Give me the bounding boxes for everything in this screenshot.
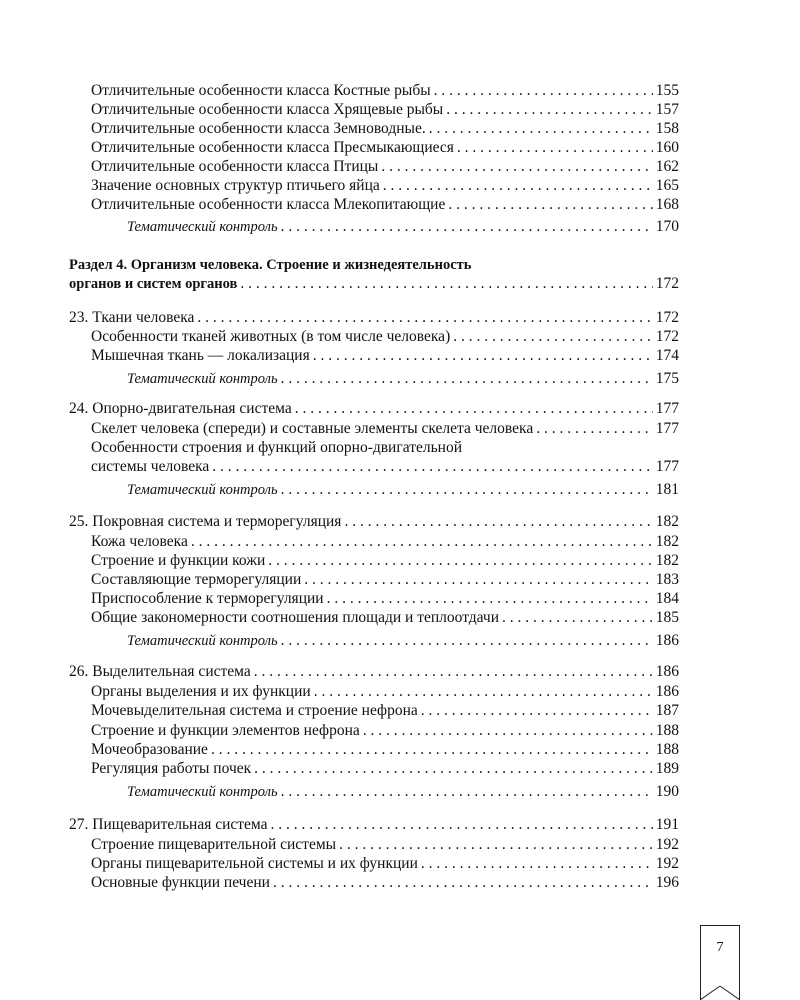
toc-entry-title: Строение пищеварительной системы xyxy=(91,836,337,853)
toc-entry xyxy=(91,853,679,873)
toc-entry-title: Составляющие терморегуляции xyxy=(91,571,302,588)
dot-leader xyxy=(304,571,652,589)
toc-entry xyxy=(91,569,679,589)
toc-entry-title: 24. Опорно-двигательная система xyxy=(69,400,292,417)
dot-leader xyxy=(271,816,653,834)
toc-entry xyxy=(91,99,679,119)
toc-entry-title: 26. Выделительная система xyxy=(69,663,251,680)
toc-entry-page: 177 xyxy=(655,400,679,417)
toc-entry-title: Регуляция работы почек xyxy=(91,760,252,777)
toc-entry-title: Особенности тканей животных (в том числе человека) xyxy=(91,328,451,345)
toc-entry-title: Мочевыделительная система и строение нефрона xyxy=(91,702,418,719)
dot-leader xyxy=(191,533,653,551)
toc-entry xyxy=(91,437,462,457)
toc-entry xyxy=(91,872,679,892)
toc-entry xyxy=(91,194,679,214)
dot-leader xyxy=(421,855,653,873)
toc-entry-title: 25. Покровная система и терморегуляция xyxy=(69,513,342,530)
toc-entry-title: Основные функции печени xyxy=(91,874,270,891)
toc-entry-page: 181 xyxy=(655,481,679,498)
toc-entry-title: Общие закономерности соотношения площади и теплоотдачи xyxy=(91,609,500,626)
toc-chapter-entry xyxy=(69,307,679,327)
toc-entry-page: 192 xyxy=(655,836,679,853)
toc-entry-page: 175 xyxy=(655,370,679,387)
dot-leader xyxy=(536,420,653,438)
toc-entry-page: 187 xyxy=(655,702,679,719)
toc-entry xyxy=(91,345,679,365)
toc-entry-title: системы человека xyxy=(91,458,210,475)
dot-leader xyxy=(314,683,653,701)
toc-entry-page: 184 xyxy=(655,590,679,607)
toc-entry-title: 23. Ткани человека xyxy=(69,309,195,326)
toc-entry-title: Строение и функции кожи xyxy=(91,552,266,569)
page-number: 7 xyxy=(716,940,724,955)
toc-entry xyxy=(91,834,679,854)
toc-entry xyxy=(91,326,679,346)
toc-entry-title: Отличительные особенности класса Хрящевые рыбы xyxy=(91,101,444,118)
toc-entry-title: органов и систем органов xyxy=(69,276,238,292)
toc-entry-title: Мышечная ткань — локализация xyxy=(91,347,310,364)
toc-entry-title: Тематический контроль xyxy=(127,482,278,498)
dot-leader xyxy=(197,309,652,327)
dot-leader xyxy=(212,458,653,476)
toc-entry-title: Отличительные особенности класса Земноводные. xyxy=(91,120,426,137)
toc-entry xyxy=(91,588,679,608)
toc-entry-page: 196 xyxy=(655,874,679,891)
dot-leader xyxy=(383,177,653,195)
toc-control-entry xyxy=(127,479,679,499)
toc-entry-page: 182 xyxy=(655,513,679,530)
toc-entry-title: Особенности строения и функций опорно-двигательной xyxy=(91,439,462,456)
toc-entry xyxy=(91,739,679,759)
dot-leader xyxy=(281,218,653,236)
toc-chapter-entry xyxy=(69,814,679,834)
toc-entry xyxy=(91,531,679,551)
toc-entry-page: 177 xyxy=(655,458,679,475)
toc-chapter-entry xyxy=(69,254,471,274)
dot-leader xyxy=(344,513,652,531)
toc-entry-title: Тематический контроль xyxy=(127,219,278,235)
toc-entry-page: 168 xyxy=(655,196,679,213)
dot-leader xyxy=(446,101,653,119)
dot-leader xyxy=(211,741,653,759)
dot-leader xyxy=(254,663,653,681)
toc-entry-page: 182 xyxy=(655,533,679,550)
toc-entry-title: 27. Пищеварительная система xyxy=(69,816,268,833)
toc-entry-page: 158 xyxy=(655,120,679,137)
toc-entry-page: 188 xyxy=(655,722,679,739)
dot-leader xyxy=(273,874,653,892)
toc-entry-page: 172 xyxy=(655,328,679,345)
dot-leader xyxy=(313,347,653,365)
dot-leader xyxy=(457,139,653,157)
toc-entry-page: 186 xyxy=(655,632,679,649)
toc-entry-title: Раздел 4. Организм человека. Строение и жизнедеятельность xyxy=(69,257,472,273)
toc-chapter-entry xyxy=(69,661,679,681)
toc-control-entry xyxy=(127,368,679,388)
toc-entry-page: 188 xyxy=(655,741,679,758)
dot-leader xyxy=(327,590,653,608)
toc-entry-page: 192 xyxy=(655,855,679,872)
toc-entry xyxy=(91,550,679,570)
dot-leader xyxy=(429,120,653,138)
toc-entry xyxy=(91,720,679,740)
toc-entry-page: 186 xyxy=(655,683,679,700)
toc-entry-title: Тематический контроль xyxy=(127,371,278,387)
toc-entry-title: Тематический контроль xyxy=(127,784,278,800)
dot-leader xyxy=(295,400,653,418)
toc-entry-page: 177 xyxy=(655,420,679,437)
toc-entry-page: 160 xyxy=(655,139,679,156)
toc-entry xyxy=(91,607,679,627)
toc-entry-page: 186 xyxy=(655,663,679,680)
toc-entry-page: 165 xyxy=(655,177,679,194)
page-number-tab xyxy=(700,925,740,1000)
toc-entry xyxy=(91,118,679,138)
toc-chapter-entry xyxy=(69,273,679,293)
toc-entry-title: Тематический контроль xyxy=(127,633,278,649)
toc-entry-page: 155 xyxy=(655,82,679,99)
dot-leader xyxy=(453,328,653,346)
dot-leader xyxy=(281,632,653,650)
toc-entry-page: 162 xyxy=(655,158,679,175)
toc-chapter-entry xyxy=(69,511,679,531)
toc-entry-page: 190 xyxy=(655,783,679,800)
toc-entry xyxy=(91,758,679,778)
toc-entry-page: 183 xyxy=(655,571,679,588)
toc-entry-title: Отличительные особенности класса Млекопитающие xyxy=(91,196,446,213)
toc-entry-page: 174 xyxy=(655,347,679,364)
toc-entry xyxy=(91,156,679,176)
toc-entry-title: Кожа человека xyxy=(91,533,188,550)
page-tab-notch xyxy=(700,986,740,1000)
toc-entry-title: Отличительные особенности класса Птицы xyxy=(91,158,379,175)
dot-leader xyxy=(421,702,653,720)
toc-entry-page: 189 xyxy=(655,760,679,777)
dot-leader xyxy=(448,196,652,214)
toc-control-entry xyxy=(127,781,679,801)
toc-entry-page: 172 xyxy=(655,275,679,292)
toc-entry-title: Органы выделения и их функции xyxy=(91,683,311,700)
toc-entry-title: Строение и функции элементов нефрона xyxy=(91,722,360,739)
dot-leader xyxy=(281,783,653,801)
toc-entry-page: 185 xyxy=(655,609,679,626)
toc-entry xyxy=(91,175,679,195)
toc-entry-title: Приспособление к терморегуляции xyxy=(91,590,324,607)
toc-entry xyxy=(91,681,679,701)
toc-entry-title: Отличительные особенности класса Костные рыбы xyxy=(91,82,431,99)
toc-entry-page: 182 xyxy=(655,552,679,569)
dot-leader xyxy=(381,158,652,176)
toc-control-entry xyxy=(127,216,679,236)
toc-entry-page: 170 xyxy=(655,218,679,235)
dot-leader xyxy=(339,836,653,854)
toc-entry-title: Значение основных структур птичьего яйца xyxy=(91,177,380,194)
toc-entry xyxy=(91,137,679,157)
dot-leader xyxy=(502,609,653,627)
dot-leader xyxy=(281,481,653,499)
toc-chapter-entry xyxy=(69,398,679,418)
toc-entry xyxy=(91,80,679,100)
dot-leader xyxy=(240,275,652,293)
dot-leader xyxy=(281,370,653,388)
toc-control-entry xyxy=(127,630,679,650)
toc-entry-title: Мочеобразование xyxy=(91,741,208,758)
toc-entry-title: Скелет человека (спереди) и составные элементы скелета человека xyxy=(91,420,534,437)
toc-entry-title: Органы пищеварительной системы и их функции xyxy=(91,855,418,872)
toc-entry xyxy=(91,418,679,438)
dot-leader xyxy=(434,82,653,100)
dot-leader xyxy=(254,760,653,778)
toc-entry-page: 191 xyxy=(655,816,679,833)
toc-entry-page: 172 xyxy=(655,309,679,326)
dot-leader xyxy=(268,552,652,570)
toc-entry xyxy=(91,700,679,720)
toc-entry xyxy=(91,456,679,476)
dot-leader xyxy=(363,722,653,740)
toc-entry-page: 157 xyxy=(655,101,679,118)
toc-entry-title: Отличительные особенности класса Пресмыкающиеся xyxy=(91,139,454,156)
